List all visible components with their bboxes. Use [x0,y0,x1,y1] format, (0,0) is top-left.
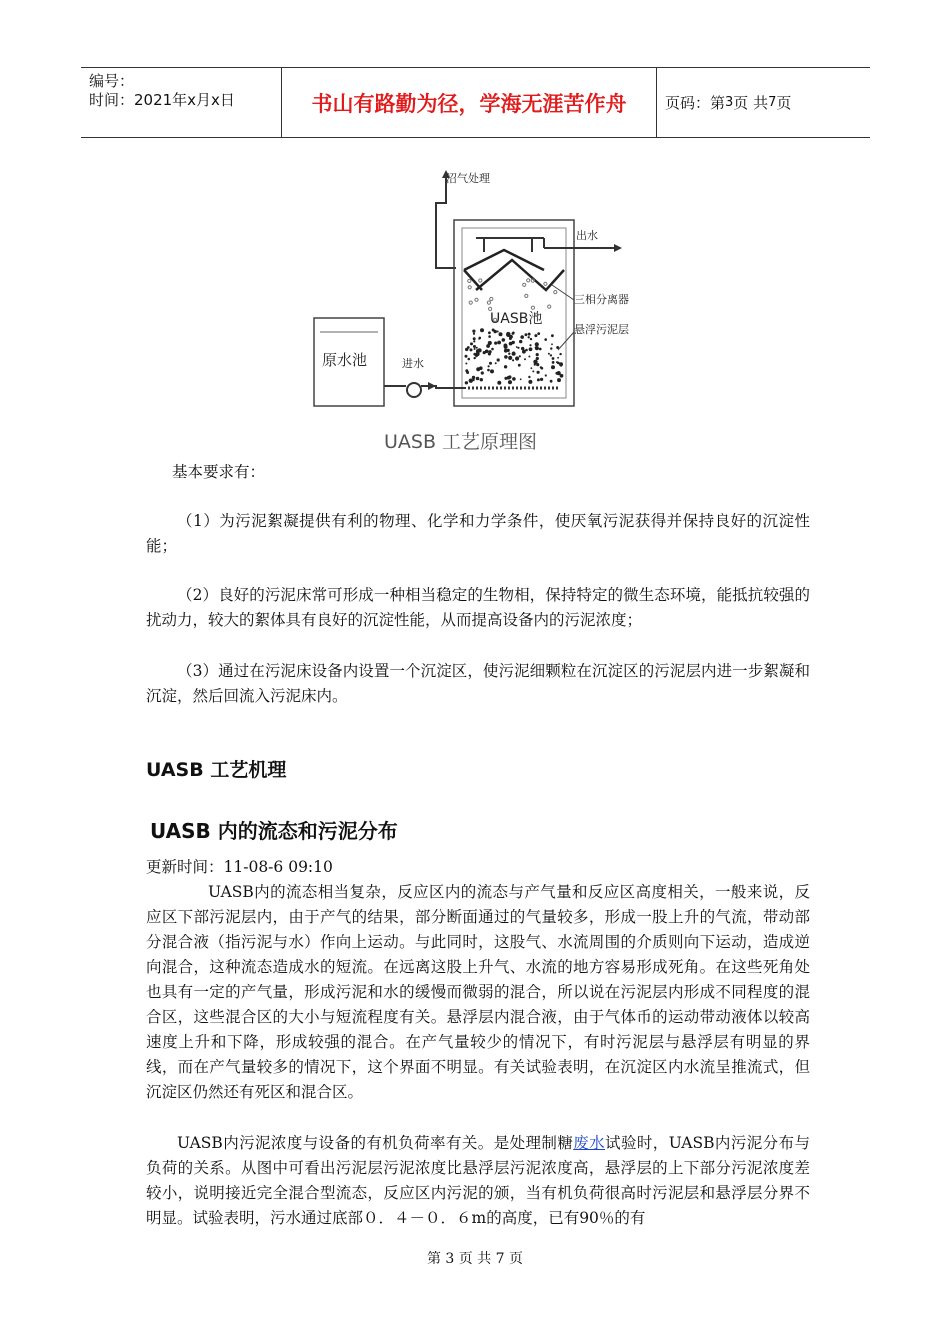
sludge-particle [532,370,534,372]
sludge-particle [540,366,542,368]
label-sludge: 悬浮污泥层 [574,323,629,336]
sludge-particle [481,371,484,374]
sludge-particle [487,369,490,372]
sludge-particle [504,345,508,349]
sludge-particle [504,349,508,353]
sludge-particle [528,356,530,358]
sludge-particle [506,332,510,336]
sludge-particle [533,360,537,364]
sludge-particle [509,342,513,346]
gas-bubble [468,279,471,282]
sludge-particle [465,381,468,384]
sludge-particle [551,343,553,345]
sludge-particle [472,376,475,379]
section-title: UASB 工艺机理 [146,759,287,781]
sludge-particle [466,371,469,374]
sludge-particle [499,332,503,336]
sludge-particle [515,356,519,360]
sludge-particle [508,380,512,384]
label-outlet: 出水 [576,229,598,242]
sludge-particle [512,377,516,381]
sludge-particle [556,361,558,363]
sludge-particle [520,378,522,380]
label-reactor: UASB池 [490,311,543,327]
sludge-particle [520,335,524,339]
uasb-diagram-svg [306,160,646,460]
sludge-particle [525,349,528,352]
sludge-particle [474,348,476,350]
sludge-particle [465,355,468,358]
sludge-particle [465,348,468,351]
sludge-particle [488,365,490,367]
sludge-particle [537,332,540,335]
requirement-item-3: （3）通过在污泥床设备内设置一个沉淀区，使污泥细颗粒在沉淀区的污泥层内进一步絮凝和沉淀，然后回流入污泥床内。 [146,662,810,705]
sludge-particle [557,357,559,359]
sludge-particle [548,353,550,355]
sludge-particle [535,342,539,346]
sludge-particle [519,340,522,343]
sludge-particle [536,357,539,360]
requirement-item-1: （1）为污泥絮凝提供有利的物理、化学和力学条件，使厌氧污泥获得并保持良好的沉淀性能； [146,512,810,555]
sludge-particle [478,348,482,352]
sludge-particle [476,367,480,371]
gas-bubble [469,301,472,304]
sludge-particle [504,355,508,359]
sludge-particle [529,347,533,351]
sludge-particle [544,338,547,341]
sludge-particle [480,328,484,332]
sludge-particle [479,337,482,340]
sludge-particle [519,355,521,357]
page-suffix: 页 [776,94,792,112]
sludge-particle [509,376,511,378]
sludge-particle [497,358,500,361]
sludge-particle [528,380,532,384]
gas-bubble [531,306,534,309]
gas-bubble [548,305,551,308]
sludge-particle [476,347,478,349]
header-meta [81,68,282,137]
gas-bubble [554,291,557,294]
gas-bubble [525,294,528,297]
time-label: 时间：2021年x月x日 [89,91,235,109]
sludge-particle [474,357,476,359]
label-inlet: 进水 [402,357,424,370]
separator-bottom [476,260,564,290]
sludge-particle [495,362,497,364]
code-label: 编号： [89,72,135,90]
sludge-particle [472,330,475,333]
sludge-particle [473,337,476,340]
sludge-particle [521,347,524,350]
sludge-particle [528,376,530,378]
sludge-particle [539,348,542,351]
sludge-particle [535,346,537,348]
sludge-particle [508,356,512,360]
sludge-particle [530,338,532,340]
gas-bubble [523,283,526,286]
sludge-particle [551,334,554,337]
sludge-particle [468,358,471,361]
gas-bubble [475,298,478,301]
subsection-title: UASB 内的流态和污泥分布 [150,819,398,843]
sludge-particle [504,365,507,368]
inlet-arrow [428,382,436,390]
gas-bubble [489,307,492,310]
pump [407,383,421,397]
sludge-particle [491,348,494,351]
sludge-particle [524,358,526,360]
sludge-particle [497,381,501,385]
sludge-particle [494,342,497,345]
sludge-particle [476,377,480,381]
sludge-particle [465,363,467,365]
uasb-diagram [306,160,646,460]
outlet-arrow [614,244,622,252]
sludge-particle [540,378,543,381]
sludge-particle [552,361,555,364]
sludge-particle [469,379,473,383]
sludge-particle [536,353,539,356]
label-separator: 三相分离器 [574,293,629,306]
sludge-particle [518,364,521,367]
body-paragraph-2 [146,1131,810,1231]
sludge-particle [502,338,506,342]
sludge-particle [489,350,492,353]
sludge-particle [517,347,519,349]
gas-bubble [531,279,534,282]
gas-bubble [490,297,493,300]
page-footer: 第 3 页 共 7 页 [426,1251,524,1267]
sludge-particle [472,379,474,381]
sludge-particle [470,348,473,351]
sludge-particle [488,335,491,338]
sludge-layer [465,279,564,385]
sludge-particle [537,371,540,374]
sludge-particle [551,365,555,369]
sludge-particle [550,380,553,383]
sludge-particle [550,347,552,349]
header-page-info [657,68,870,137]
gas-bubble [487,301,490,304]
body-paragraph-1: UASB内的流态相当复杂，反应区内的流态与产气量和反应区高度相关，一般来说，反应区下部污泥层内，由于产气的结果，部分断面通过的气量较多，形成一股上升的气流，带动部分混合液（指污泥与水）作向上运动。与此同时，这股气、水流周围的介质则向下运动，造成逆向混合，这种流态造成水的短流。在远离这股上升气、水流的地方容易形成死角。在这些死角处也具有一定的产气量，形成污泥和水的缓慢而微弱的混合，所以说在污泥层内形成不同程度的混合区，这些混合区的大小与短流程度有关。悬浮层内混合液，由于气体币的运动带动液体以较高速度上升和下降，形成较强的混合。在产气量较少的情况下，有时污泥层与悬浮层有明显的界线，而在产气量较多的情况下，这个界面不明显。有关试验表明，在沉淀区内水流呈推流式，但沉淀区仍然还有死区和混合区。 [146,883,810,1101]
diagram-caption: UASB 工艺原理图 [384,431,538,453]
sludge-particle [525,333,528,336]
sludge-particle [487,350,489,352]
sludge-particle [550,354,552,356]
label-biogas: 沼气处理 [446,172,490,185]
sludge-particle [512,332,515,335]
page-total: 7 [768,95,777,110]
gas-bubble [544,282,547,285]
sludge-particle [512,359,514,361]
gas-bubble [527,279,530,282]
sludge-particle [488,331,491,334]
sludge-particle [473,345,476,348]
sludge-particle [557,378,561,382]
sludge-particle [534,334,537,337]
label-raw-tank: 原水池 [322,351,368,369]
sludge-particle [512,352,515,355]
sludge-particle [557,371,561,375]
page-mid: 页 共 [733,94,769,112]
gas-bubble [479,279,482,282]
sludge-particle [531,367,533,369]
sludge-particle [508,353,510,355]
sludge-particle [516,346,518,348]
page-number: 3 [725,95,734,110]
sludge-particle [488,341,492,345]
requirements-intro: 基本要求有： [172,463,266,481]
sludge-particle [509,337,512,340]
sludge-particle [560,365,562,367]
gas-bubble [468,286,471,289]
sludge-particle [497,341,501,345]
sludge-particle [504,377,507,380]
update-time: 更新时间：11-08-6 09:10 [146,858,333,876]
header-motto: 书山有路勤为径，学海无涯苦作舟 [282,68,657,137]
sludge-particle [473,340,475,342]
requirement-item-2: （2）良好的污泥床常可形成一种相当稳定的生物相，保持特定的微生态环境，能抵抗较强的扰动力，较大的絮体具有良好的沉淀性能，从而提高设备内的污泥浓度； [146,586,810,629]
sludge-particle [528,336,530,338]
page-prefix: 页码：第 [665,94,726,112]
page-header [81,67,870,138]
wastewater-link[interactable]: 废水 [573,1134,606,1152]
sludge-particle [552,357,555,360]
sludge-particle [490,369,494,373]
sludge-particle [497,331,499,333]
sludge-particle [528,333,531,336]
body2-text-b: 试验时，UASB内污泥分布与负荷的关系。从图中可看出污泥层污泥浓度比悬浮层污泥浓度高，悬浮层的上下部分污泥浓度差较小，说明接近完全混合型流态，反应区内污泥的颁，当有机负荷很高时污泥层和悬浮层分界不明显。试验表明，污水通过底部０．４－０．６m的高度，已有90％的有 [146,1134,810,1227]
sludge-particle [545,374,547,376]
biogas-pipe [436,190,456,268]
sludge-particle [537,378,540,381]
sludge-particle [487,345,490,348]
sludge-particle [473,333,475,335]
sludge-particle [473,353,476,356]
sludge-particle [480,378,483,381]
sludge-particle [492,329,495,332]
sludge-particle [470,342,473,345]
sludge-particle [529,344,531,346]
body2-text-a: UASB内污泥浓度与设备的有机负荷率有关。是处理制糖 [177,1134,574,1152]
sludge-particle [489,362,492,365]
inlet-pipe [421,386,466,388]
sludge-particle [559,353,561,355]
